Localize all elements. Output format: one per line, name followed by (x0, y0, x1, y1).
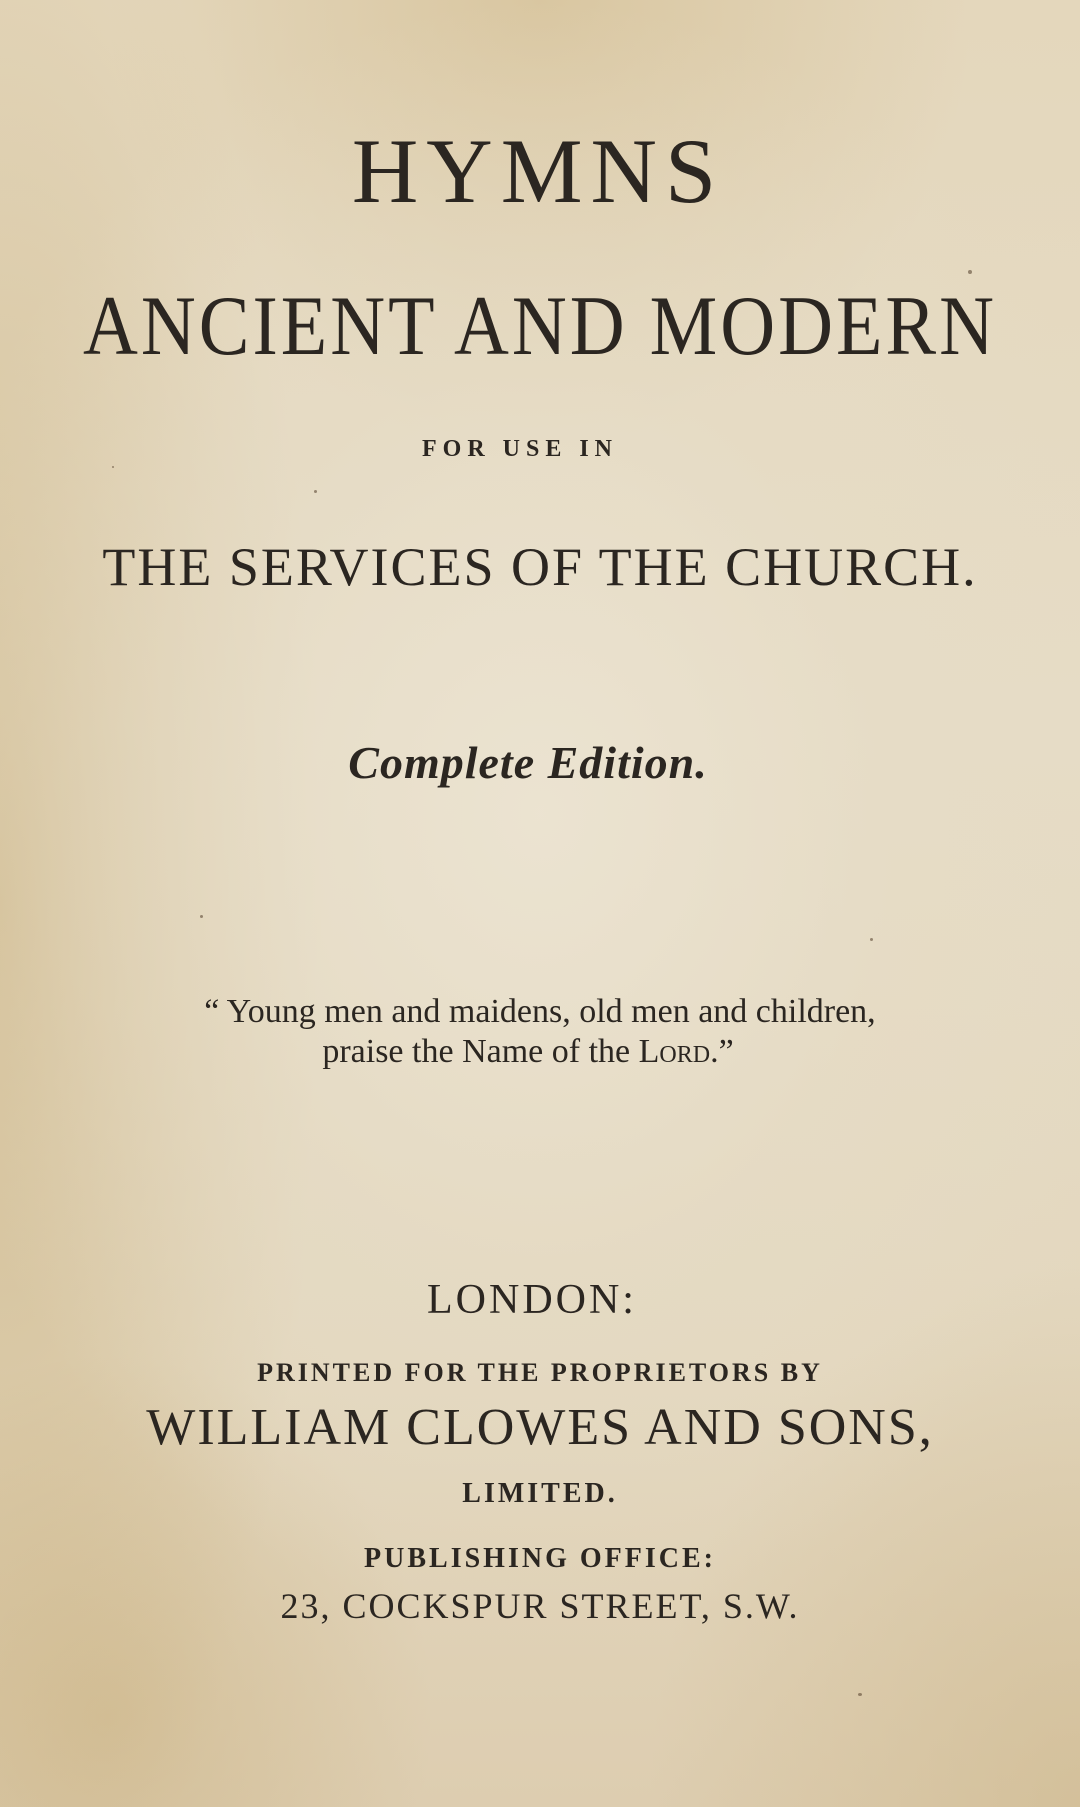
imprint-office-label: PUBLISHING OFFICE: (364, 1543, 716, 1574)
epigraph-line-2-start: praise the Name of the (322, 1033, 639, 1070)
purpose-prefix: FOR USE IN (421, 436, 619, 462)
epigraph-line-2-end: .” (710, 1033, 734, 1070)
paper-speck (112, 466, 114, 468)
edition-label: Complete Edition. (348, 737, 708, 788)
paper-speck (858, 1693, 862, 1696)
book-title: HYMNS (351, 120, 725, 222)
imprint-printed-for: PRINTED FOR THE PROPRIETORS BY (257, 1358, 823, 1387)
epigraph-line-1: “ Young men and maidens, old men and children, (204, 993, 876, 1030)
purpose-services: THE SERVICES OF THE CHURCH. (102, 537, 978, 597)
paper-speck (314, 490, 317, 493)
imprint-limited: LIMITED. (462, 1478, 618, 1509)
paper-speck (968, 270, 972, 274)
book-subtitle: ANCIENT AND MODERN (83, 279, 997, 374)
imprint-address: 23, COCKSPUR STREET, S.W. (280, 1586, 800, 1626)
paper-speck (870, 938, 873, 941)
epigraph-line-2 (0, 1033, 1068, 1071)
imprint-city: LONDON: (427, 1277, 637, 1323)
epigraph-lord: Lord (638, 1033, 711, 1070)
paper-speck (200, 915, 203, 918)
imprint-printer: WILLIAM CLOWES AND SONS, (146, 1399, 934, 1456)
